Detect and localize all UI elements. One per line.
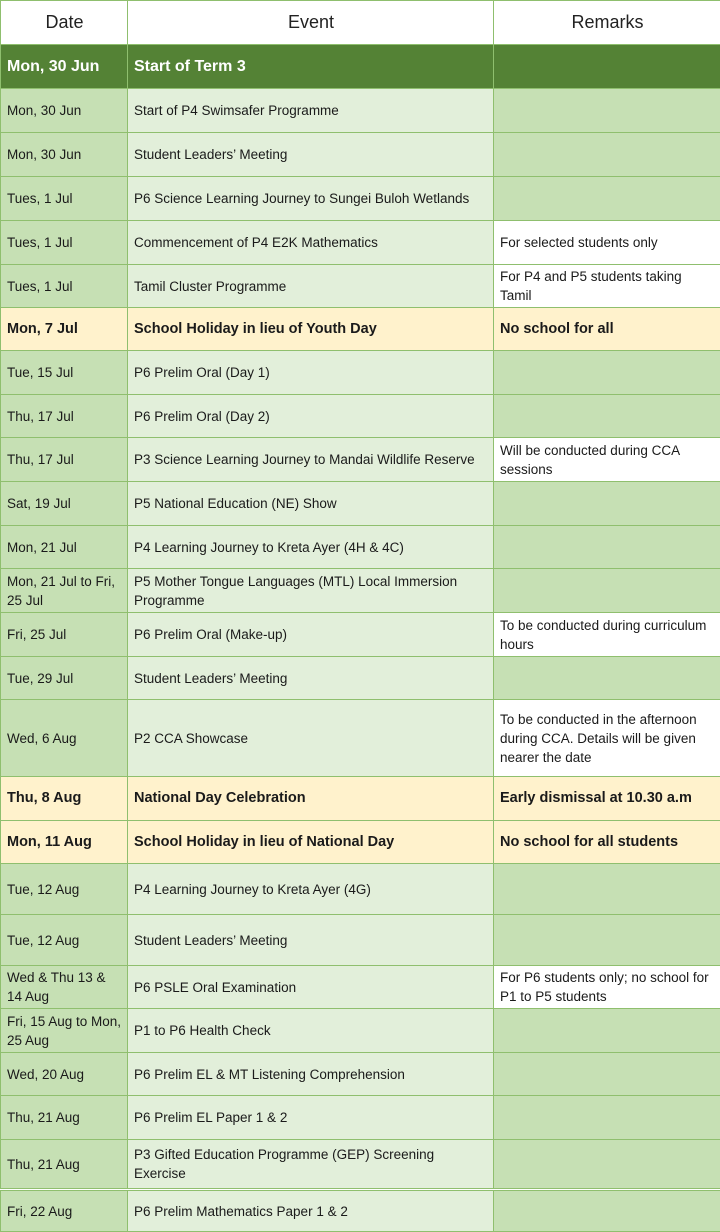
event-cell: P6 Science Learning Journey to Sungei Buloh Wetlands — [128, 177, 494, 221]
event-cell: P1 to P6 Health Check — [128, 1009, 494, 1053]
event-cell: Student Leaders’ Meeting — [128, 915, 494, 966]
table-row — [1, 1009, 720, 1053]
event-header: Event — [128, 1, 494, 45]
remarks-cell — [494, 1140, 720, 1190]
table-row — [1, 438, 720, 482]
remarks-cell — [494, 133, 720, 177]
date-cell: Fri, 22 Aug — [1, 1190, 128, 1232]
event-cell: Tamil Cluster Programme — [128, 265, 494, 308]
remarks-cell — [494, 526, 720, 569]
remarks-cell — [494, 1190, 720, 1232]
remarks-cell: For P4 and P5 students taking Tamil — [494, 265, 720, 308]
holiday-row — [1, 821, 720, 864]
table-row — [1, 966, 720, 1009]
table-row — [1, 613, 720, 657]
table-row — [1, 177, 720, 221]
holiday-row — [1, 777, 720, 821]
remarks-cell — [494, 177, 720, 221]
event-cell: P6 Prelim Oral (Day 1) — [128, 351, 494, 395]
table-row — [1, 395, 720, 438]
date-cell: Tue, 12 Aug — [1, 915, 128, 966]
event-cell: School Holiday in lieu of National Day — [128, 821, 494, 864]
header-row — [1, 1, 720, 45]
date-cell: Wed & Thu 13 & 14 Aug — [1, 966, 128, 1009]
date-cell: Thu, 17 Jul — [1, 438, 128, 482]
remarks-cell — [494, 864, 720, 915]
remarks-cell — [494, 395, 720, 438]
event-cell: P6 Prelim Mathematics Paper 1 & 2 — [128, 1190, 494, 1232]
remarks-cell: No school for all — [494, 308, 720, 351]
remarks-cell: For selected students only — [494, 221, 720, 265]
table-row — [1, 89, 720, 133]
date-cell: Fri, 15 Aug to Mon, 25 Aug — [1, 1009, 128, 1053]
date-cell: Tue, 12 Aug — [1, 864, 128, 915]
remarks-cell — [494, 1096, 720, 1140]
remarks-cell: To be conducted in the afternoon during CCA. Details will be given nearer the date — [494, 700, 720, 777]
remarks-cell — [494, 482, 720, 526]
remarks-cell: For P6 students only; no school for P1 to P5 students — [494, 966, 720, 1009]
date-cell: Mon, 7 Jul — [1, 308, 128, 351]
holiday-row — [1, 308, 720, 351]
date-header: Date — [1, 1, 128, 45]
event-cell: Start of Term 3 — [128, 45, 494, 89]
date-cell: Thu, 17 Jul — [1, 395, 128, 438]
table-row — [1, 265, 720, 308]
remarks-cell — [494, 351, 720, 395]
remarks-cell — [494, 89, 720, 133]
event-cell: P6 Prelim Oral (Make-up) — [128, 613, 494, 657]
table-row — [1, 526, 720, 569]
remarks-cell — [494, 1053, 720, 1096]
date-cell: Sat, 19 Jul — [1, 482, 128, 526]
date-cell: Thu, 21 Aug — [1, 1096, 128, 1140]
date-cell: Thu, 21 Aug — [1, 1140, 128, 1190]
event-cell: P3 Science Learning Journey to Mandai Wildlife Reserve — [128, 438, 494, 482]
date-cell: Tues, 1 Jul — [1, 221, 128, 265]
event-cell: P2 CCA Showcase — [128, 700, 494, 777]
event-cell: P6 PSLE Oral Examination — [128, 966, 494, 1009]
date-cell: Fri, 25 Jul — [1, 613, 128, 657]
date-cell: Tues, 1 Jul — [1, 265, 128, 308]
table-row — [1, 864, 720, 915]
term-start-row — [1, 45, 720, 89]
table-row — [1, 221, 720, 265]
remarks-cell — [494, 569, 720, 613]
table-row — [1, 1053, 720, 1096]
event-cell: P5 Mother Tongue Languages (MTL) Local Immersion Programme — [128, 569, 494, 613]
remarks-cell — [494, 45, 720, 89]
date-cell: Thu, 8 Aug — [1, 777, 128, 821]
date-cell: Tue, 15 Jul — [1, 351, 128, 395]
event-cell: P3 Gifted Education Programme (GEP) Screening Exercise — [128, 1140, 494, 1190]
event-cell: P6 Prelim EL Paper 1 & 2 — [128, 1096, 494, 1140]
event-cell: Student Leaders’ Meeting — [128, 657, 494, 700]
event-cell: P5 National Education (NE) Show — [128, 482, 494, 526]
table-row — [1, 700, 720, 777]
event-cell: Start of P4 Swimsafer Programme — [128, 89, 494, 133]
remarks-cell — [494, 657, 720, 700]
date-cell: Wed, 20 Aug — [1, 1053, 128, 1096]
remarks-cell — [494, 1009, 720, 1053]
event-cell: P6 Prelim Oral (Day 2) — [128, 395, 494, 438]
table-row — [1, 1096, 720, 1140]
date-cell: Mon, 30 Jun — [1, 45, 128, 89]
table-row — [1, 351, 720, 395]
event-cell: School Holiday in lieu of Youth Day — [128, 308, 494, 351]
event-cell: Student Leaders’ Meeting — [128, 133, 494, 177]
event-cell: P6 Prelim EL & MT Listening Comprehension — [128, 1053, 494, 1096]
table-row — [1, 1140, 720, 1190]
date-cell: Tue, 29 Jul — [1, 657, 128, 700]
date-cell: Tues, 1 Jul — [1, 177, 128, 221]
date-cell: Mon, 21 Jul — [1, 526, 128, 569]
date-cell: Mon, 30 Jun — [1, 133, 128, 177]
event-cell: Commencement of P4 E2K Mathematics — [128, 221, 494, 265]
table-row — [1, 1190, 720, 1232]
table-row — [1, 133, 720, 177]
remarks-header: Remarks — [494, 1, 720, 45]
remarks-cell: To be conducted during curriculum hours — [494, 613, 720, 657]
date-cell: Wed, 6 Aug — [1, 700, 128, 777]
remarks-cell: Early dismissal at 10.30 a.m — [494, 777, 720, 821]
table-row — [1, 569, 720, 613]
date-cell: Mon, 11 Aug — [1, 821, 128, 864]
remarks-cell: Will be conducted during CCA sessions — [494, 438, 720, 482]
remarks-cell: No school for all students — [494, 821, 720, 864]
date-cell: Mon, 30 Jun — [1, 89, 128, 133]
remarks-cell — [494, 915, 720, 966]
event-cell: P4 Learning Journey to Kreta Ayer (4G) — [128, 864, 494, 915]
table-row — [1, 657, 720, 700]
event-cell: National Day Celebration — [128, 777, 494, 821]
event-cell: P4 Learning Journey to Kreta Ayer (4H & 4C) — [128, 526, 494, 569]
table-row — [1, 482, 720, 526]
table-row — [1, 915, 720, 966]
date-cell: Mon, 21 Jul to Fri, 25 Jul — [1, 569, 128, 613]
